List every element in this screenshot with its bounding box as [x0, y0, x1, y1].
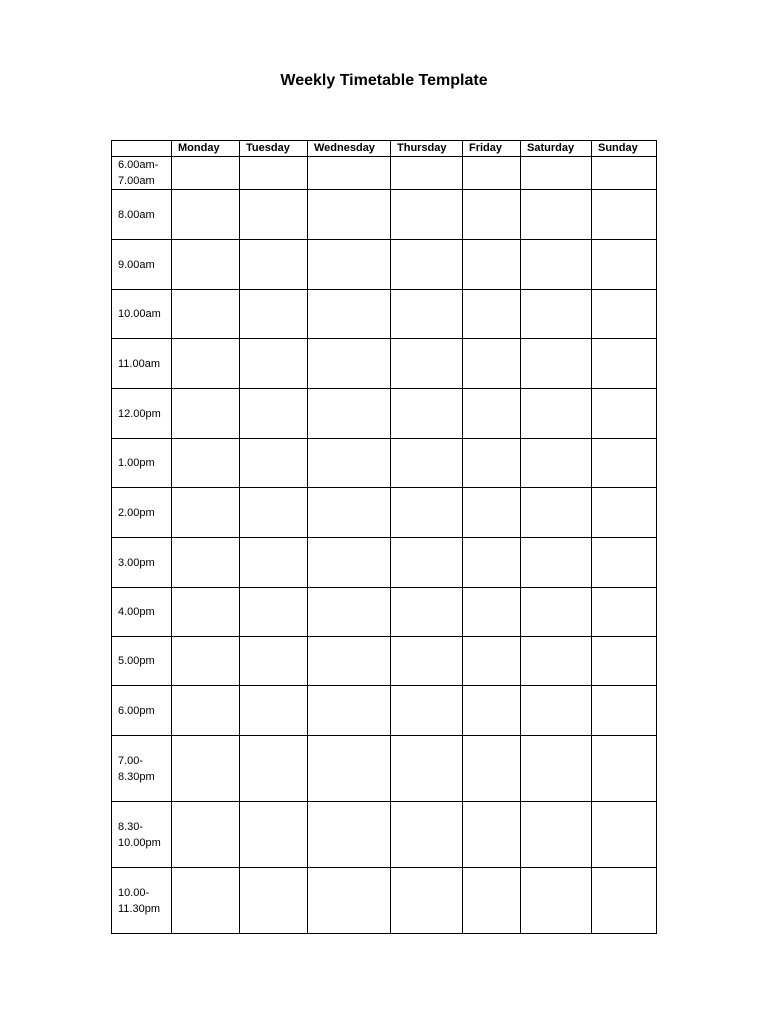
- schedule-cell-wednesday[interactable]: [308, 802, 391, 868]
- schedule-cell-thursday[interactable]: [391, 389, 463, 439]
- schedule-cell-thursday[interactable]: [391, 686, 463, 736]
- schedule-cell-friday[interactable]: [463, 339, 521, 389]
- schedule-cell-tuesday[interactable]: [240, 588, 308, 637]
- day-header-wednesday: Wednesday: [308, 141, 391, 157]
- time-slot-label: 7.00- 8.30pm: [112, 736, 172, 802]
- schedule-cell-friday[interactable]: [463, 157, 521, 190]
- schedule-cell-monday[interactable]: [172, 588, 240, 637]
- schedule-cell-sunday[interactable]: [592, 240, 657, 290]
- schedule-cell-sunday[interactable]: [592, 488, 657, 538]
- schedule-cell-sunday[interactable]: [592, 339, 657, 389]
- time-slot-label: 4.00pm: [112, 588, 172, 637]
- time-row: [112, 389, 657, 439]
- time-slot-label: 5.00pm: [112, 637, 172, 686]
- schedule-cell-friday[interactable]: [463, 439, 521, 488]
- time-row: [112, 190, 657, 240]
- schedule-cell-monday[interactable]: [172, 389, 240, 439]
- time-row: [112, 240, 657, 290]
- schedule-cell-friday[interactable]: [463, 389, 521, 439]
- time-row: [112, 538, 657, 588]
- schedule-cell-tuesday[interactable]: [240, 339, 308, 389]
- schedule-cell-thursday[interactable]: [391, 736, 463, 802]
- schedule-cell-saturday[interactable]: [521, 339, 592, 389]
- day-header-tuesday: Tuesday: [240, 141, 308, 157]
- schedule-cell-sunday[interactable]: [592, 439, 657, 488]
- schedule-cell-saturday[interactable]: [521, 736, 592, 802]
- schedule-cell-sunday[interactable]: [592, 736, 657, 802]
- schedule-cell-thursday[interactable]: [391, 240, 463, 290]
- day-header-monday: Monday: [172, 141, 240, 157]
- time-slot-label: 8.00am: [112, 190, 172, 240]
- time-row: [112, 637, 657, 686]
- schedule-cell-saturday[interactable]: [521, 637, 592, 686]
- time-slot-label: 10.00- 11.30pm: [112, 868, 172, 934]
- schedule-cell-sunday[interactable]: [592, 157, 657, 190]
- schedule-cell-thursday[interactable]: [391, 157, 463, 190]
- weekly-timetable: [111, 140, 657, 934]
- schedule-cell-thursday[interactable]: [391, 439, 463, 488]
- schedule-cell-tuesday[interactable]: [240, 686, 308, 736]
- schedule-cell-tuesday[interactable]: [240, 736, 308, 802]
- schedule-cell-wednesday[interactable]: [308, 240, 391, 290]
- schedule-cell-saturday[interactable]: [521, 686, 592, 736]
- time-row: [112, 439, 657, 488]
- schedule-cell-saturday[interactable]: [521, 488, 592, 538]
- schedule-cell-saturday[interactable]: [521, 538, 592, 588]
- time-row: [112, 290, 657, 339]
- time-row: [112, 736, 657, 802]
- time-slot-label: 12.00pm: [112, 389, 172, 439]
- time-slot-label: 6.00am- 7.00am: [112, 157, 172, 190]
- schedule-cell-wednesday[interactable]: [308, 190, 391, 240]
- schedule-cell-tuesday[interactable]: [240, 637, 308, 686]
- schedule-cell-thursday[interactable]: [391, 802, 463, 868]
- schedule-cell-wednesday[interactable]: [308, 868, 391, 934]
- schedule-cell-thursday[interactable]: [391, 190, 463, 240]
- time-slot-label: 8.30- 10.00pm: [112, 802, 172, 868]
- schedule-cell-monday[interactable]: [172, 290, 240, 339]
- day-header-sunday: Sunday: [592, 141, 657, 157]
- schedule-cell-monday[interactable]: [172, 686, 240, 736]
- schedule-cell-tuesday[interactable]: [240, 802, 308, 868]
- schedule-cell-sunday[interactable]: [592, 290, 657, 339]
- schedule-cell-tuesday[interactable]: [240, 389, 308, 439]
- time-row: [112, 488, 657, 538]
- schedule-cell-friday[interactable]: [463, 588, 521, 637]
- schedule-cell-saturday[interactable]: [521, 588, 592, 637]
- day-header-friday: Friday: [463, 141, 521, 157]
- time-slot-label: 6.00pm: [112, 686, 172, 736]
- schedule-cell-saturday[interactable]: [521, 240, 592, 290]
- timetable-body: [112, 157, 657, 934]
- schedule-cell-thursday[interactable]: [391, 339, 463, 389]
- schedule-cell-friday[interactable]: [463, 802, 521, 868]
- schedule-cell-friday[interactable]: [463, 240, 521, 290]
- schedule-cell-monday[interactable]: [172, 637, 240, 686]
- time-slot-label: 3.00pm: [112, 538, 172, 588]
- schedule-cell-saturday[interactable]: [521, 389, 592, 439]
- time-slot-label: 2.00pm: [112, 488, 172, 538]
- schedule-cell-monday[interactable]: [172, 802, 240, 868]
- schedule-cell-saturday[interactable]: [521, 439, 592, 488]
- schedule-cell-sunday[interactable]: [592, 538, 657, 588]
- time-row: [112, 802, 657, 868]
- schedule-cell-wednesday[interactable]: [308, 588, 391, 637]
- schedule-cell-tuesday[interactable]: [240, 157, 308, 190]
- schedule-cell-saturday[interactable]: [521, 157, 592, 190]
- schedule-cell-sunday[interactable]: [592, 637, 657, 686]
- schedule-cell-tuesday[interactable]: [240, 488, 308, 538]
- schedule-cell-wednesday[interactable]: [308, 157, 391, 190]
- schedule-cell-friday[interactable]: [463, 686, 521, 736]
- time-row: [112, 686, 657, 736]
- schedule-cell-friday[interactable]: [463, 637, 521, 686]
- schedule-cell-monday[interactable]: [172, 240, 240, 290]
- schedule-cell-saturday[interactable]: [521, 802, 592, 868]
- schedule-cell-monday[interactable]: [172, 868, 240, 934]
- schedule-cell-friday[interactable]: [463, 868, 521, 934]
- schedule-cell-monday[interactable]: [172, 157, 240, 190]
- schedule-cell-sunday[interactable]: [592, 588, 657, 637]
- header-row: [112, 141, 657, 157]
- schedule-cell-sunday[interactable]: [592, 686, 657, 736]
- schedule-cell-monday[interactable]: [172, 190, 240, 240]
- time-slot-label: 1.00pm: [112, 439, 172, 488]
- time-row: [112, 157, 657, 190]
- schedule-cell-sunday[interactable]: [592, 389, 657, 439]
- schedule-cell-friday[interactable]: [463, 488, 521, 538]
- schedule-cell-monday[interactable]: [172, 538, 240, 588]
- schedule-cell-wednesday[interactable]: [308, 439, 391, 488]
- schedule-cell-monday[interactable]: [172, 736, 240, 802]
- schedule-cell-thursday[interactable]: [391, 488, 463, 538]
- time-slot-label: 11.00am: [112, 339, 172, 389]
- schedule-cell-wednesday[interactable]: [308, 686, 391, 736]
- schedule-cell-tuesday[interactable]: [240, 190, 308, 240]
- schedule-cell-saturday[interactable]: [521, 190, 592, 240]
- day-header-saturday: Saturday: [521, 141, 592, 157]
- schedule-cell-monday[interactable]: [172, 488, 240, 538]
- schedule-cell-wednesday[interactable]: [308, 637, 391, 686]
- time-slot-label: 10.00am: [112, 290, 172, 339]
- time-row: [112, 339, 657, 389]
- schedule-cell-tuesday[interactable]: [240, 240, 308, 290]
- schedule-cell-thursday[interactable]: [391, 290, 463, 339]
- schedule-cell-wednesday[interactable]: [308, 488, 391, 538]
- schedule-cell-tuesday[interactable]: [240, 290, 308, 339]
- schedule-cell-wednesday[interactable]: [308, 538, 391, 588]
- schedule-cell-friday[interactable]: [463, 538, 521, 588]
- schedule-cell-friday[interactable]: [463, 736, 521, 802]
- page-title: Weekly Timetable Template: [280, 72, 488, 89]
- schedule-cell-thursday[interactable]: [391, 588, 463, 637]
- schedule-cell-sunday[interactable]: [592, 802, 657, 868]
- schedule-cell-monday[interactable]: [172, 439, 240, 488]
- schedule-cell-wednesday[interactable]: [308, 389, 391, 439]
- schedule-cell-sunday[interactable]: [592, 190, 657, 240]
- time-row: [112, 588, 657, 637]
- schedule-cell-thursday[interactable]: [391, 538, 463, 588]
- schedule-cell-thursday[interactable]: [391, 637, 463, 686]
- day-header-thursday: Thursday: [391, 141, 463, 157]
- time-row: [112, 868, 657, 934]
- schedule-cell-monday[interactable]: [172, 339, 240, 389]
- schedule-cell-saturday[interactable]: [521, 290, 592, 339]
- schedule-cell-tuesday[interactable]: [240, 439, 308, 488]
- corner-cell: [112, 141, 172, 157]
- schedule-cell-friday[interactable]: [463, 190, 521, 240]
- schedule-cell-friday[interactable]: [463, 290, 521, 339]
- schedule-cell-saturday[interactable]: [521, 868, 592, 934]
- time-slot-label: 9.00am: [112, 240, 172, 290]
- schedule-cell-wednesday[interactable]: [308, 339, 391, 389]
- schedule-cell-wednesday[interactable]: [308, 736, 391, 802]
- schedule-cell-sunday[interactable]: [592, 868, 657, 934]
- schedule-cell-tuesday[interactable]: [240, 868, 308, 934]
- schedule-cell-tuesday[interactable]: [240, 538, 308, 588]
- schedule-cell-thursday[interactable]: [391, 868, 463, 934]
- schedule-cell-wednesday[interactable]: [308, 290, 391, 339]
